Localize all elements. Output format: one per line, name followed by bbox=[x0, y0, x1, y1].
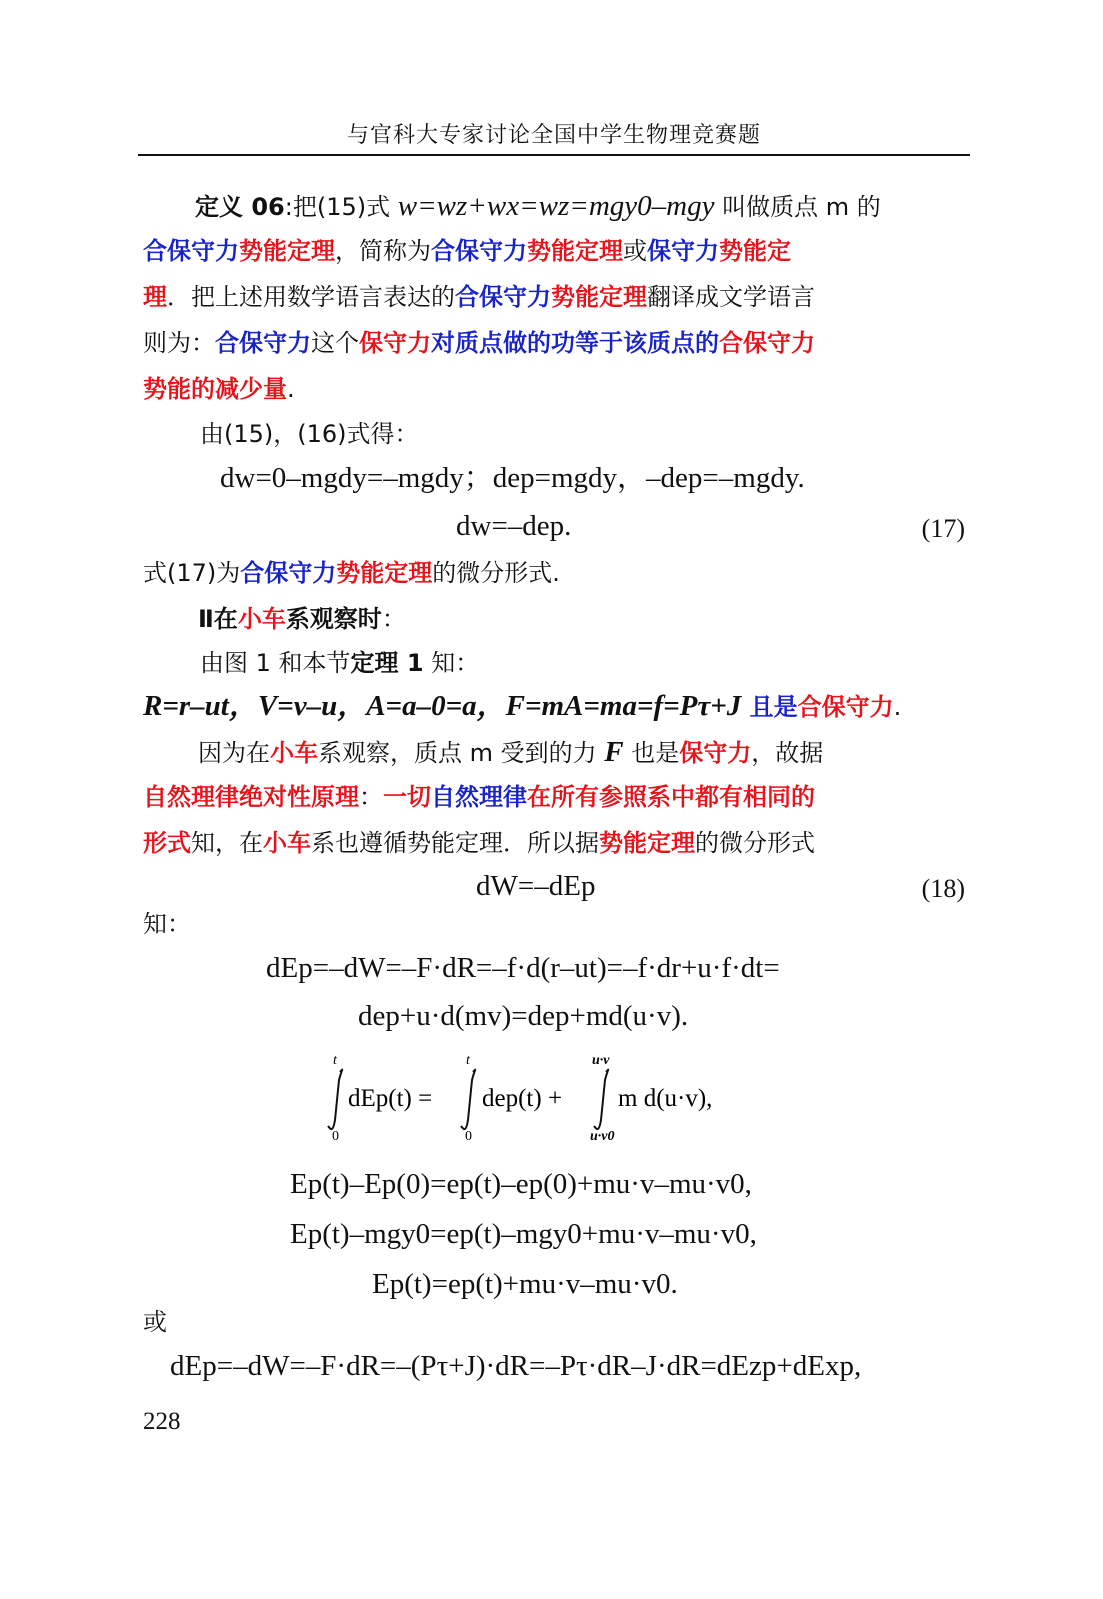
integral-1-lower: 0 bbox=[332, 1129, 339, 1144]
equation-18-number: (18) bbox=[921, 874, 965, 903]
definition-line-1: 定义 06:把(15)式 w=wz+wx=wz=mgy0–mgy 叫做质点 m 的 bbox=[195, 190, 881, 222]
equation-last: dEp=–dW=–F·dR=–(Pτ+J)·dR=–Pτ·dR–J·dR=dEzp+dExp, bbox=[170, 1350, 862, 1382]
relations-formula: R=r–ut，V=v–u，A=a–0=a，F=mA=ma=f=Pτ+J bbox=[143, 690, 742, 722]
paragraph2-line-2: 自然理律绝对性原理：一切自然理律在所有参照系中都有相同的 bbox=[143, 783, 815, 811]
definition-line-3: 理．把上述用数学语言表达的合保守力势能定理翻译成文学语言 bbox=[143, 283, 815, 311]
integral-sign-3 bbox=[594, 1070, 608, 1129]
page-number: 228 bbox=[143, 1408, 181, 1435]
work-formula: w=wz+wx=wz=mgy0–mgy bbox=[397, 190, 715, 222]
running-header: 与官科大专家讨论全国中学生物理竞赛题 bbox=[346, 123, 761, 148]
equation-Ep-line-2: Ep(t)–mgy0=ep(t)–mgy0+mu·v–mu·v0, bbox=[290, 1218, 757, 1250]
integral-1-body: dEp(t) = bbox=[348, 1085, 433, 1112]
equation-17: dw=–dep. bbox=[456, 510, 572, 542]
integral-equation bbox=[322, 1050, 762, 1146]
relations-line: R=r–ut，V=v–u，A=a–0=a，F=mA=ma=f=Pτ+J 且是合保守力. bbox=[143, 690, 902, 722]
integral-2-upper: t bbox=[466, 1053, 470, 1068]
or-text: 或 bbox=[143, 1308, 167, 1336]
zhi-text: 知： bbox=[143, 910, 191, 938]
from-15-16-text: 由(15)，(16)式得： bbox=[200, 420, 419, 448]
figure-1-reference: 由图 1 和本节定理 1 知： bbox=[200, 649, 480, 677]
integral-3-upper: u·v bbox=[592, 1053, 610, 1068]
definition-line-2: 合保守力势能定理，简称为合保守力势能定理或保守力势能定 bbox=[143, 237, 791, 265]
integral-1-upper: t bbox=[333, 1053, 337, 1068]
paragraph2-line-1: 因为在小车系观察，质点 m 受到的力 F 也是保守力，故据 bbox=[198, 736, 824, 768]
equation-17-description: 式(17)为合保守力势能定理的微分形式. bbox=[143, 559, 560, 587]
integral-3-body: m d(u·v), bbox=[618, 1085, 713, 1112]
equation-Ep-line-3: Ep(t)=ep(t)+mu·v–mu·v0. bbox=[372, 1268, 678, 1300]
equation-dEp-line-2: dep+u·d(mv)=dep+md(u·v). bbox=[358, 1000, 689, 1032]
section-heading-cart-frame: Ⅱ在小车系观察时： bbox=[198, 605, 406, 633]
equation-Ep-line-1: Ep(t)–Ep(0)=ep(t)–ep(0)+mu·v–mu·v0, bbox=[290, 1168, 752, 1200]
equation-dw-line: dw=0–mgdy=–mgdy；dep=mgdy，–dep=–mgdy. bbox=[220, 462, 805, 494]
header-rule bbox=[138, 154, 970, 156]
integral-2-lower: 0 bbox=[465, 1129, 472, 1144]
equation-17-number: (17) bbox=[921, 514, 965, 543]
paragraph2-line-3: 形式知，在小车系也遵循势能定理．所以据势能定理的微分形式 bbox=[143, 829, 815, 857]
integral-2-body: dep(t) + bbox=[482, 1085, 563, 1112]
definition-line-5: 势能的减少量. bbox=[143, 375, 295, 403]
equation-dEp-line-1: dEp=–dW=–F·dR=–f·d(r–ut)=–f·dr+u·f·dt= bbox=[266, 952, 780, 984]
definition-label: 定义 06 bbox=[195, 193, 285, 221]
integral-sign-2 bbox=[461, 1070, 475, 1129]
definition-line-4: 则为：合保守力这个保守力对质点做的功等于该质点的合保守力 bbox=[143, 329, 815, 357]
integral-sign-1 bbox=[328, 1070, 342, 1129]
integral-3-lower: u·v0 bbox=[590, 1129, 615, 1144]
equation-18: dW=–dEp bbox=[476, 870, 596, 902]
